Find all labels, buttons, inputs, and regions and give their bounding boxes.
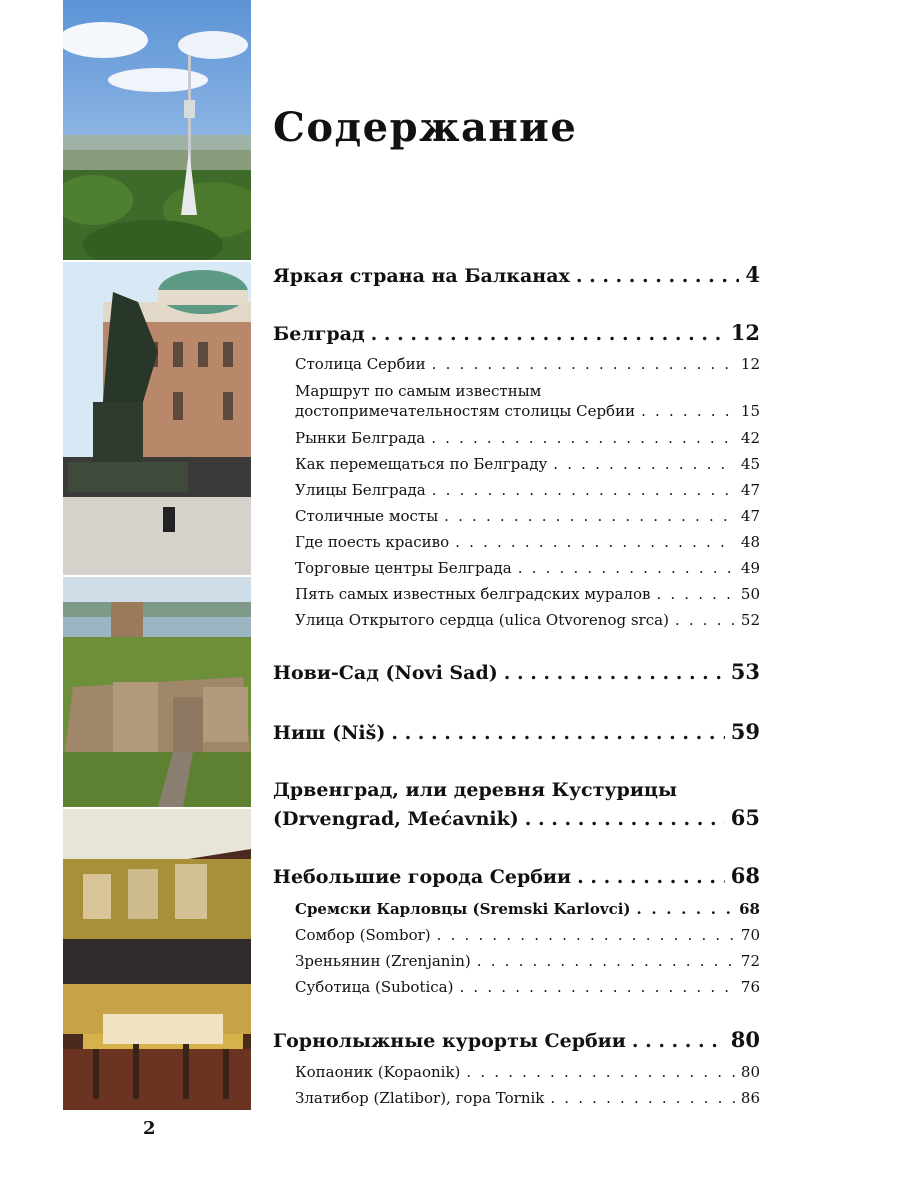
toc-entry-page: 80 [730, 1027, 760, 1052]
toc-entry[interactable] [273, 779, 760, 830]
fortress-photo [63, 577, 251, 807]
toc-leader-dots [553, 455, 735, 473]
toc-subentry[interactable] [295, 1089, 760, 1107]
toc-leader-dots [518, 559, 735, 577]
toc-entry-title: Горнолыжные курорты Сербии [273, 1030, 626, 1052]
toc-subentry[interactable] [295, 355, 760, 373]
tv-tower-photo [63, 0, 251, 260]
toc-leader-dots [444, 507, 735, 525]
toc-entry-title: Как перемещаться по Белграду [295, 455, 548, 473]
toc-entry-page: 12 [740, 355, 760, 373]
toc-leader-dots [550, 1089, 735, 1107]
toc-entry-title: Рынки Белграда [295, 429, 426, 447]
toc-leader-dots [432, 481, 735, 499]
toc-leader-dots [437, 926, 735, 944]
toc-leader-dots [675, 611, 735, 629]
toc-subentry[interactable] [295, 926, 760, 944]
toc-entry-page: 15 [740, 402, 760, 420]
toc-entry-title: Ниш (Niš) [273, 722, 386, 744]
toc-subentry[interactable] [295, 481, 760, 499]
toc-subentry[interactable] [295, 978, 760, 996]
toc-leader-dots [371, 323, 725, 345]
toc-entry-title: Столичные мосты [295, 507, 439, 525]
toc-entry-title-line1: Дрвенград, или деревня Кустурицы [273, 779, 678, 801]
toc-entry-title: Зреньянин (Zrenjanin) [295, 952, 471, 970]
toc-entry[interactable] [273, 719, 760, 744]
toc-subentry[interactable] [295, 900, 760, 918]
toc-leader-dots [459, 978, 734, 996]
page-number: 2 [143, 1118, 156, 1139]
toc-entry[interactable] [273, 1027, 760, 1052]
toc-leader-dots [466, 1063, 734, 1081]
toc-subentry[interactable] [295, 533, 760, 551]
toc-entry-page: 72 [740, 952, 760, 970]
toc-leader-dots [477, 952, 735, 970]
toc-entry-title: Небольшие города Сербии [273, 866, 572, 888]
toc-subentry[interactable] [295, 559, 760, 577]
toc-entry-page: 53 [730, 659, 760, 684]
toc-leader-dots [577, 866, 725, 888]
toc-leader-dots [632, 1030, 725, 1052]
toc-entry-page: 86 [740, 1089, 760, 1107]
toc-entry-page: 47 [740, 481, 760, 499]
toc-leader-dots [504, 662, 725, 684]
museum-monument-photo [63, 262, 251, 575]
toc-entry-title: Улицы Белграда [295, 481, 426, 499]
toc-entry-title: Белград [273, 323, 365, 345]
toc-entry-title: Сремски Карловцы (Sremski Karlovci) [295, 900, 631, 918]
toc-entry-title: Где поесть красиво [295, 533, 450, 551]
toc-entry-page: 80 [740, 1063, 760, 1081]
toc-entry-page: 52 [740, 611, 760, 629]
restaurant-interior-photo [63, 809, 251, 1110]
toc-subentry[interactable] [295, 429, 760, 447]
toc-entry-title: Пять самых известных белградских муралов [295, 585, 651, 603]
toc-entry-page: 4 [745, 262, 760, 287]
toc-entry-title: Яркая страна на Балканах [273, 265, 570, 287]
toc-entry-page: 42 [740, 429, 760, 447]
toc-entry-page: 45 [740, 455, 760, 473]
toc-entry-title: Копаоник (Kopaonik) [295, 1063, 461, 1081]
toc-leader-dots [576, 265, 740, 287]
toc-entry-title: Златибор (Zlatibor), гора Tornik [295, 1089, 545, 1107]
toc-entry-title-line2: достопримечательностям столицы Сербии [295, 402, 636, 420]
toc-entry-title-line2: (Drvengrad, Mećavnik) [273, 808, 519, 830]
toc-leader-dots [455, 533, 735, 551]
toc-entry-page: 50 [740, 585, 760, 603]
toc-leader-dots [656, 585, 734, 603]
toc-entry-page: 47 [740, 507, 760, 525]
toc-entry-page: 59 [730, 719, 760, 744]
toc-subentry[interactable] [295, 1063, 760, 1081]
toc-entry-title-line1: Маршрут по самым известным [295, 382, 542, 400]
toc-entry-title: Улица Открытого сердца (ulica Otvorenog srca) [295, 611, 669, 629]
toc-entry-page: 76 [740, 978, 760, 996]
photo-strip [63, 0, 251, 1110]
toc-entry-title: Сомбор (Sombor) [295, 926, 431, 944]
toc-entry-page: 70 [740, 926, 760, 944]
toc-subentry[interactable] [295, 507, 760, 525]
toc-subentry[interactable] [295, 455, 760, 473]
toc-entry-title: Торговые центры Белграда [295, 559, 512, 577]
toc-subentry[interactable] [295, 585, 760, 603]
toc-subentry[interactable] [295, 952, 760, 970]
page-title: Содержание [273, 104, 578, 151]
toc-entry-page: 68 [730, 863, 760, 888]
toc-entry-title: Столица Сербии [295, 355, 426, 373]
toc-entry[interactable] [273, 863, 760, 888]
toc-entry-page: 48 [740, 533, 760, 551]
toc-entry[interactable] [273, 262, 760, 287]
toc-entry-page: 12 [730, 320, 760, 345]
toc-leader-dots [391, 722, 724, 744]
toc-entry-title: Суботица (Subotica) [295, 978, 454, 996]
toc-subentry[interactable] [295, 611, 760, 629]
toc-leader-dots [432, 355, 735, 373]
toc-leader-dots [525, 808, 725, 830]
toc-entry-title: Нови-Сад (Novi Sad) [273, 662, 498, 684]
toc-leader-dots [637, 900, 734, 918]
toc-entry[interactable] [273, 659, 760, 684]
toc-subentry[interactable] [295, 382, 760, 420]
toc-entry[interactable] [273, 320, 760, 345]
toc-entry-page: 65 [730, 805, 760, 830]
toc-entry-page: 49 [740, 559, 760, 577]
toc-entry-page: 68 [739, 900, 760, 918]
toc-leader-dots [431, 429, 735, 447]
toc-leader-dots [641, 402, 735, 420]
